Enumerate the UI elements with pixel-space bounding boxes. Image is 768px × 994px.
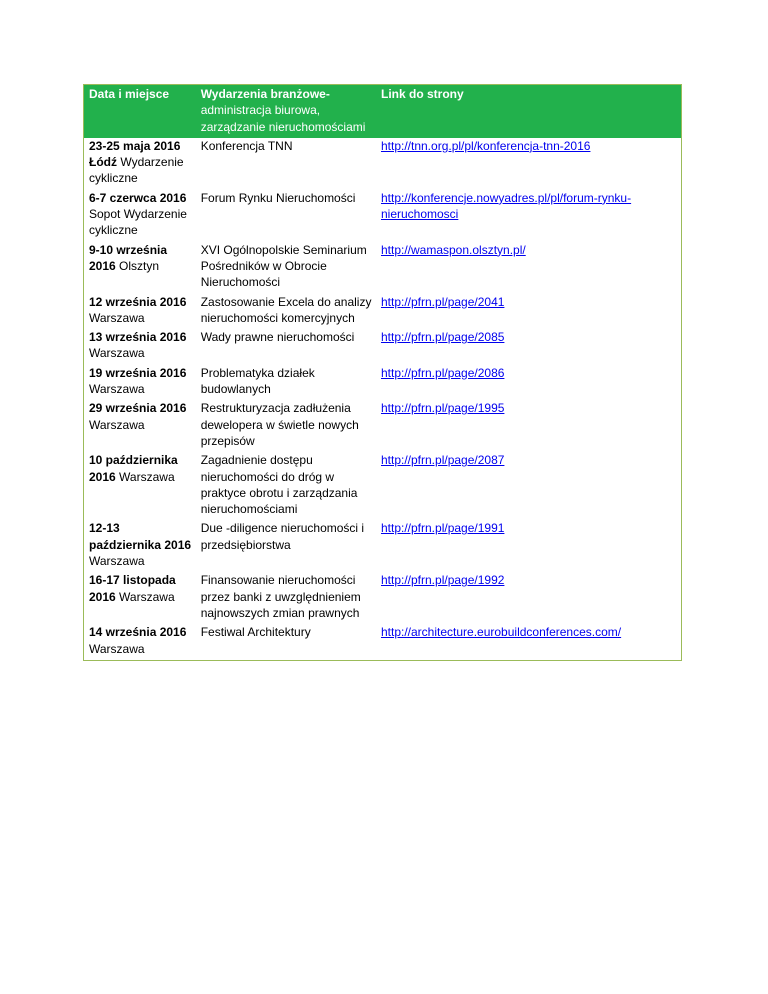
event-name: Problematyka działek budowlanych [200, 365, 315, 397]
date-place: Warszawa [89, 417, 145, 432]
date-cell [84, 452, 196, 520]
event-link[interactable]: http://wamaspon.olsztyn.pl/ [380, 242, 526, 257]
date-place: Warszawa [89, 346, 145, 361]
header-row [84, 85, 682, 138]
event-name: Restrukturyzacja zadłużenia dewelopera w świetle nowych przepisów [200, 401, 359, 448]
event-name: Finansowanie nieruchomości przez banki z uwzględnieniem najnowszych zmian prawnych [200, 573, 361, 620]
link-cell [376, 520, 682, 572]
date-bold: 23-25 maja 2016 Łódź [89, 138, 181, 170]
events-table [83, 84, 682, 661]
link-cell [376, 572, 682, 624]
table-row [84, 400, 682, 452]
date-place: Warszawa [89, 310, 145, 325]
date-bold: 14 września 2016 [89, 625, 187, 640]
link-cell [376, 624, 682, 660]
date-cell [84, 520, 196, 572]
table-row [84, 520, 682, 572]
event-link[interactable]: http://architecture.eurobuildconferences.com/ [380, 625, 622, 640]
date-cell [84, 242, 196, 294]
event-name: Due -diligence nieruchomości i przedsiębiorstwa [200, 521, 365, 552]
table-row [84, 365, 682, 401]
table-row [84, 624, 682, 660]
event-cell [196, 624, 376, 660]
event-link[interactable]: http://konferencje.nowyadres.pl/pl/forum-rynku-nieruchomosci [380, 190, 632, 222]
date-bold: 19 września 2016 [89, 365, 187, 380]
date-bold: 29 września 2016 [89, 401, 187, 416]
link-cell [376, 400, 682, 452]
date-cell [84, 190, 196, 242]
event-name: Festiwal Architektury [200, 625, 311, 640]
header-event: Wydarzenia branżowe- administracja biurowa, zarządzanie nieruchomościami [196, 85, 376, 138]
header-date: Data i miejsce [84, 85, 196, 138]
link-cell [376, 294, 682, 330]
date-place: Warszawa [89, 641, 145, 656]
event-name: XVI Ogólnopolskie Seminarium Pośredników w Obrocie Nieruchomości [200, 242, 367, 290]
event-cell [196, 242, 376, 294]
event-link[interactable]: http://pfrn.pl/page/1991 [380, 521, 505, 536]
event-cell [196, 138, 376, 190]
date-cell [84, 400, 196, 452]
date-bold: 9-10 września 2016 [89, 242, 168, 273]
date-cell [84, 624, 196, 660]
event-name: Konferencja TNN [200, 138, 293, 153]
event-name: Zagadnienie dostępu nieruchomości do dróg w praktyce obrotu i zarządzania nieruchomościami [200, 453, 358, 517]
date-cell [84, 572, 196, 624]
date-cell [84, 138, 196, 190]
table-row [84, 329, 682, 365]
event-cell [196, 190, 376, 242]
date-place: Warszawa [119, 469, 175, 484]
event-cell [196, 452, 376, 520]
event-cell [196, 400, 376, 452]
table-row [84, 572, 682, 624]
date-bold: 16-17 listopada 2016 [89, 573, 176, 604]
date-bold: 13 września 2016 [89, 330, 187, 345]
date-bold: 12 września 2016 [89, 294, 187, 309]
link-cell [376, 452, 682, 520]
table-row [84, 138, 682, 190]
event-link[interactable]: http://pfrn.pl/page/1995 [380, 401, 505, 416]
date-bold: 6-7 czerwca 2016 [89, 190, 187, 205]
event-link[interactable]: http://tnn.org.pl/pl/konferencja-tnn-2016 [380, 138, 591, 153]
event-name: Forum Rynku Nieruchomości [200, 190, 356, 205]
date-bold: 10 października 2016 [89, 453, 178, 484]
event-cell [196, 294, 376, 330]
event-link[interactable]: http://pfrn.pl/page/2041 [380, 294, 505, 309]
link-cell [376, 242, 682, 294]
link-cell [376, 190, 682, 242]
event-cell [196, 365, 376, 401]
table-row [84, 452, 682, 520]
event-cell [196, 520, 376, 572]
date-cell [84, 329, 196, 365]
event-link[interactable]: http://pfrn.pl/page/1992 [380, 573, 505, 588]
event-cell [196, 572, 376, 624]
date-bold: 12-13 października 2016 [89, 521, 192, 552]
date-cell [84, 365, 196, 401]
date-place: Sopot Wydarzenie cykliczne [89, 207, 187, 238]
event-link[interactable]: http://pfrn.pl/page/2086 [380, 365, 505, 380]
table-row [84, 294, 682, 330]
link-cell [376, 138, 682, 190]
event-link[interactable]: http://pfrn.pl/page/2087 [380, 453, 505, 468]
date-place: Wydarzenie cykliczne [89, 155, 184, 186]
link-cell [376, 365, 682, 401]
event-link[interactable]: http://pfrn.pl/page/2085 [380, 330, 505, 345]
date-place: Olsztyn [119, 258, 160, 273]
link-cell [376, 329, 682, 365]
date-place: Warszawa [89, 554, 145, 569]
date-cell [84, 294, 196, 330]
table-row [84, 242, 682, 294]
event-cell [196, 329, 376, 365]
event-name: Wady prawne nieruchomości [200, 330, 355, 345]
date-place: Warszawa [119, 589, 175, 604]
date-place: Warszawa [89, 382, 145, 397]
event-name: Zastosowanie Excela do analizy nieruchomości komercyjnych [200, 294, 372, 325]
table-row [84, 190, 682, 242]
header-link: Link do strony [376, 85, 682, 138]
